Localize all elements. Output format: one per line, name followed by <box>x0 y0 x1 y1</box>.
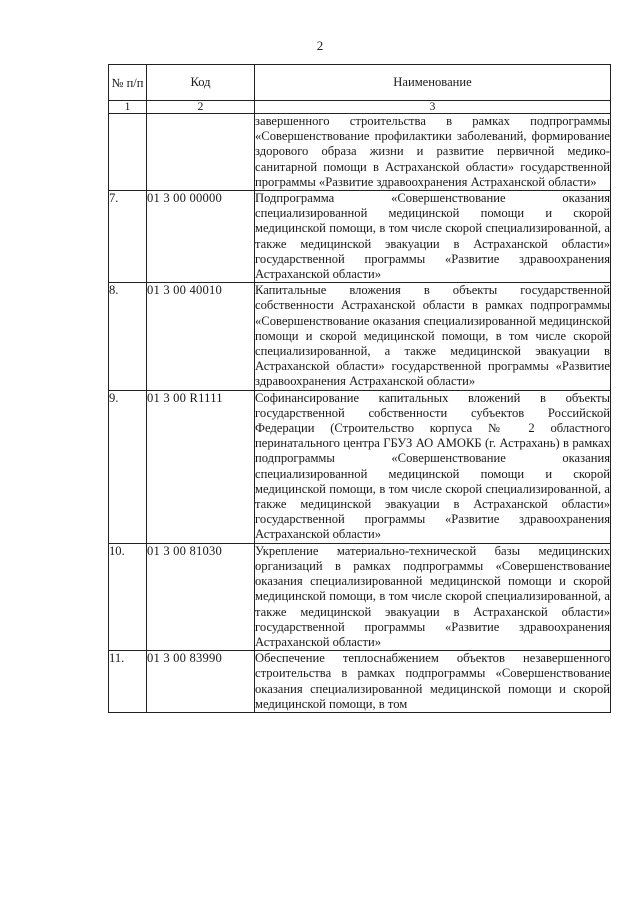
row-number: 11. <box>109 651 147 713</box>
table-row <box>109 390 611 543</box>
row-code <box>147 114 255 191</box>
column-number: 3 <box>255 101 611 114</box>
row-name: Обеспечение теплоснабжением объектов незавершенного строительства в рамках подпрограммы «Совершенствование оказания специализированной медицинской помощи и скорой медицинской помощи, в том <box>255 651 610 711</box>
row-code: 01 3 00 00000 <box>147 191 255 283</box>
row-code: 01 3 00 40010 <box>147 283 255 390</box>
row-code: 01 3 00 R1111 <box>147 390 255 543</box>
row-name: Укрепление материально-технической базы медицинских организаций в рамках подпрограммы «Совершенствование оказания специализированной медицинской помощи и скорой медицинской помощи, в том числе скорой специализированной, а также медицинской эвакуации в Астраханской области» государственной программы «Развитие здравоохранения Астраханской области» <box>255 543 610 649</box>
row-code: 01 3 00 81030 <box>147 543 255 650</box>
header-name: Наименование <box>255 65 611 101</box>
table-header-row <box>109 65 611 101</box>
header-number: № п/п <box>109 65 147 101</box>
row-number: 9. <box>109 390 147 543</box>
budget-codes-table <box>108 64 611 713</box>
table-row <box>109 283 611 390</box>
row-number: 10. <box>109 543 147 650</box>
row-name: Подпрограмма «Совершенствование оказания специализированной медицинской помощи и скорой медицинской помощи, в том числе скорой специализированной, а также медицинской эвакуации в Астраханской области» государственной программы «Развитие здравоохранения Астраханской области» <box>255 191 610 282</box>
row-number: 7. <box>109 191 147 283</box>
table-row <box>109 114 611 191</box>
table-row <box>109 191 611 283</box>
row-name: Капитальные вложения в объекты государственной собственности Астраханской области в рамках подпрограммы «Совершенствование оказания специализированной медицинской помощи и скорой медицинской помощи, в том числе скорой специализированной, а также медицинской эвакуации в Астраханской области» государственной программы «Развитие здравоохранения Астраханской области» <box>255 283 610 389</box>
table-row <box>109 543 611 650</box>
row-code: 01 3 00 83990 <box>147 651 255 713</box>
page-number: 2 <box>316 38 324 53</box>
row-number <box>109 114 147 191</box>
column-numbers-row <box>109 101 611 114</box>
column-number: 2 <box>147 101 255 114</box>
row-name: завершенного строительства в рамках подпрограммы «Совершенствование профилактики заболеваний, формирование здорового образа жизни и развитие первичной медико-санитарной помощи в Астраханской области» государственной программы «Развитие здравоохранения Астраханской области» <box>255 114 610 189</box>
header-code: Код <box>147 65 255 101</box>
row-number: 8. <box>109 283 147 390</box>
row-name: Софинансирование капитальных вложений в объекты государственной собственности субъектов Российской Федерации (Строительство корпуса № 2 областного перинатального центра ГБУЗ АО АМОКБ (г. Астрахань) в рамках подпрограммы «Совершенствование оказания специализированной медицинской помощи и скорой медицинской помощи, в том числе скорой специализированной, а также медицинской эвакуации в Астраханской области» государственной программы «Развитие здравоохранения Астраханской области» <box>255 390 610 542</box>
column-number: 1 <box>109 101 147 114</box>
table-row <box>109 651 611 713</box>
